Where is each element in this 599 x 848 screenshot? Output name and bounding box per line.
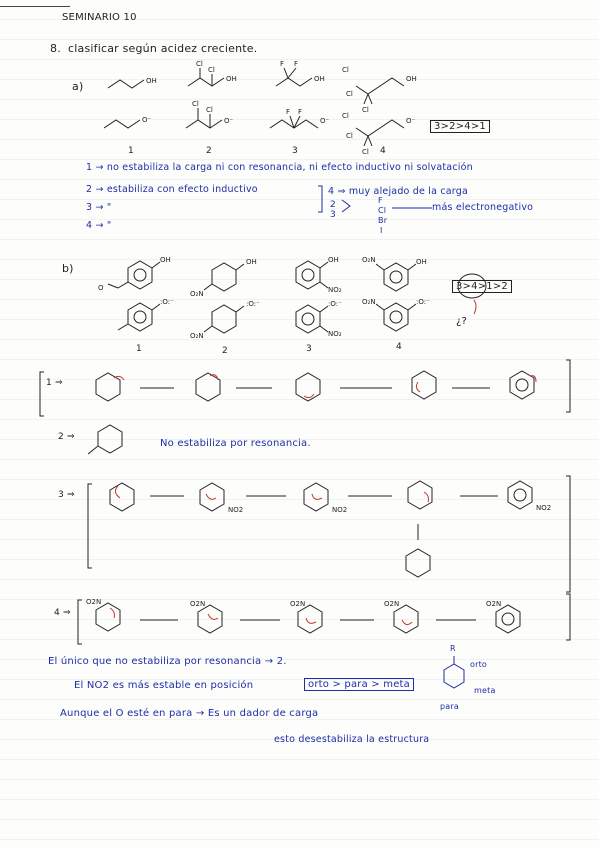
svg-text:O⁻: O⁻ bbox=[320, 117, 330, 125]
exercise-statement: clasificar según acidez creciente. bbox=[68, 42, 258, 55]
svg-text:OH: OH bbox=[160, 256, 171, 264]
svg-text::O:⁻: :O:⁻ bbox=[328, 300, 342, 308]
side-note: 4 ⇒ muy alejado de la carga bbox=[328, 186, 469, 197]
svg-text:O₂N: O₂N bbox=[362, 298, 376, 306]
exercise-number: 8. bbox=[50, 42, 61, 55]
compound-number: 2 bbox=[206, 146, 212, 156]
svg-text:Cl: Cl bbox=[362, 148, 369, 156]
bracket-label: 3 bbox=[330, 210, 336, 220]
substituent-label: O2N bbox=[290, 600, 306, 608]
svg-text:NO₂: NO₂ bbox=[328, 330, 342, 338]
svg-text:O⁻: O⁻ bbox=[142, 116, 152, 124]
svg-text:F: F bbox=[286, 108, 291, 116]
compound-number: 3 bbox=[292, 146, 298, 156]
svg-text:Cl: Cl bbox=[196, 60, 203, 68]
svg-text:O: O bbox=[98, 284, 104, 292]
svg-text:OH: OH bbox=[146, 77, 157, 85]
note-line: 4 → " bbox=[86, 220, 112, 231]
svg-text::O:⁻: :O:⁻ bbox=[416, 298, 430, 306]
svg-text:O⁻: O⁻ bbox=[224, 117, 234, 125]
note-line: 2 → estabiliza con efecto inductivo bbox=[86, 184, 258, 195]
svg-text:F: F bbox=[280, 60, 285, 68]
svg-text:Cl: Cl bbox=[206, 106, 213, 114]
part-b-label: b) bbox=[62, 262, 74, 275]
note-line: 1 → no estabiliza la carga ni con resonancia, ni efecto inductivo ni solvatación bbox=[86, 162, 473, 173]
element-label: Cl bbox=[378, 206, 387, 215]
substituent-label: O2N bbox=[486, 600, 502, 608]
resonance-label: 3 ⇒ bbox=[58, 490, 75, 500]
ranking-question: ¿? bbox=[456, 316, 468, 327]
substituent-label: O2N bbox=[86, 598, 102, 606]
element-label: I bbox=[380, 226, 383, 235]
position-label: meta bbox=[474, 686, 496, 695]
svg-text:O₂N: O₂N bbox=[190, 332, 204, 340]
svg-text:Cl: Cl bbox=[342, 66, 349, 74]
svg-text:Cl: Cl bbox=[342, 112, 349, 120]
compound-number: 2 bbox=[222, 346, 228, 356]
svg-text:OH: OH bbox=[416, 258, 427, 266]
conclusion-line: Aunque el O esté en para → Es un dador de carga bbox=[60, 708, 319, 719]
svg-text:OH: OH bbox=[226, 75, 237, 83]
svg-text:F: F bbox=[294, 60, 299, 68]
compound-number: 4 bbox=[380, 146, 386, 156]
element-note: más electronegativo bbox=[432, 202, 534, 213]
position-label: R bbox=[450, 644, 456, 653]
resonance-label: 1 ⇒ bbox=[46, 378, 63, 388]
svg-text:O₂N: O₂N bbox=[362, 256, 376, 264]
bracket-label: 2 bbox=[330, 200, 336, 210]
ranking-b: 3>4>1>2 bbox=[452, 280, 512, 293]
svg-text:NO₂: NO₂ bbox=[328, 286, 342, 294]
page-title: SEMINARIO 10 bbox=[62, 12, 137, 23]
svg-text:Cl: Cl bbox=[346, 90, 353, 98]
svg-text:O⁻: O⁻ bbox=[406, 117, 416, 125]
substituent-label: NO2 bbox=[332, 506, 348, 514]
svg-text:Cl: Cl bbox=[208, 66, 215, 74]
position-label: orto bbox=[470, 660, 488, 669]
position-order: orto > para > meta bbox=[304, 678, 414, 691]
ranking-a: 3>2>4>1 bbox=[430, 120, 490, 133]
svg-text:Cl: Cl bbox=[346, 132, 353, 140]
substituent-label: O2N bbox=[190, 600, 206, 608]
svg-text:OH: OH bbox=[406, 75, 417, 83]
svg-text:OH: OH bbox=[314, 75, 325, 83]
compound-number: 4 bbox=[396, 342, 402, 352]
no-resonance-note: No estabiliza por resonancia. bbox=[160, 438, 311, 449]
svg-text:O₂N: O₂N bbox=[190, 290, 204, 298]
substituent-label: NO2 bbox=[228, 506, 244, 514]
svg-text::O:⁻: :O:⁻ bbox=[246, 300, 260, 308]
svg-text:Cl: Cl bbox=[192, 100, 199, 108]
note-line: 3 → " bbox=[86, 202, 112, 213]
conclusion-line: esto desestabiliza la estructura bbox=[274, 734, 430, 745]
element-label: Br bbox=[378, 216, 388, 225]
svg-text:Cl: Cl bbox=[362, 106, 369, 114]
conclusion-line: El NO2 es más estable en posición bbox=[74, 680, 254, 691]
conclusion-line: El único que no estabiliza por resonancia → 2. bbox=[48, 656, 287, 667]
svg-text::O:⁻: :O:⁻ bbox=[160, 298, 174, 306]
compound-number: 1 bbox=[128, 146, 134, 156]
resonance-label: 2 ⇒ bbox=[58, 432, 75, 442]
position-label: para bbox=[440, 702, 459, 711]
compound-number: 1 bbox=[136, 344, 142, 354]
resonance-label: 4 ⇒ bbox=[54, 608, 71, 618]
svg-text:OH: OH bbox=[246, 258, 257, 266]
part-a-label: a) bbox=[72, 80, 84, 93]
svg-text:F: F bbox=[298, 108, 303, 116]
svg-text:OH: OH bbox=[328, 256, 339, 264]
substituent-label: NO2 bbox=[536, 504, 552, 512]
substituent-label: O2N bbox=[384, 600, 400, 608]
compound-number: 3 bbox=[306, 344, 312, 354]
element-label: F bbox=[378, 196, 383, 205]
